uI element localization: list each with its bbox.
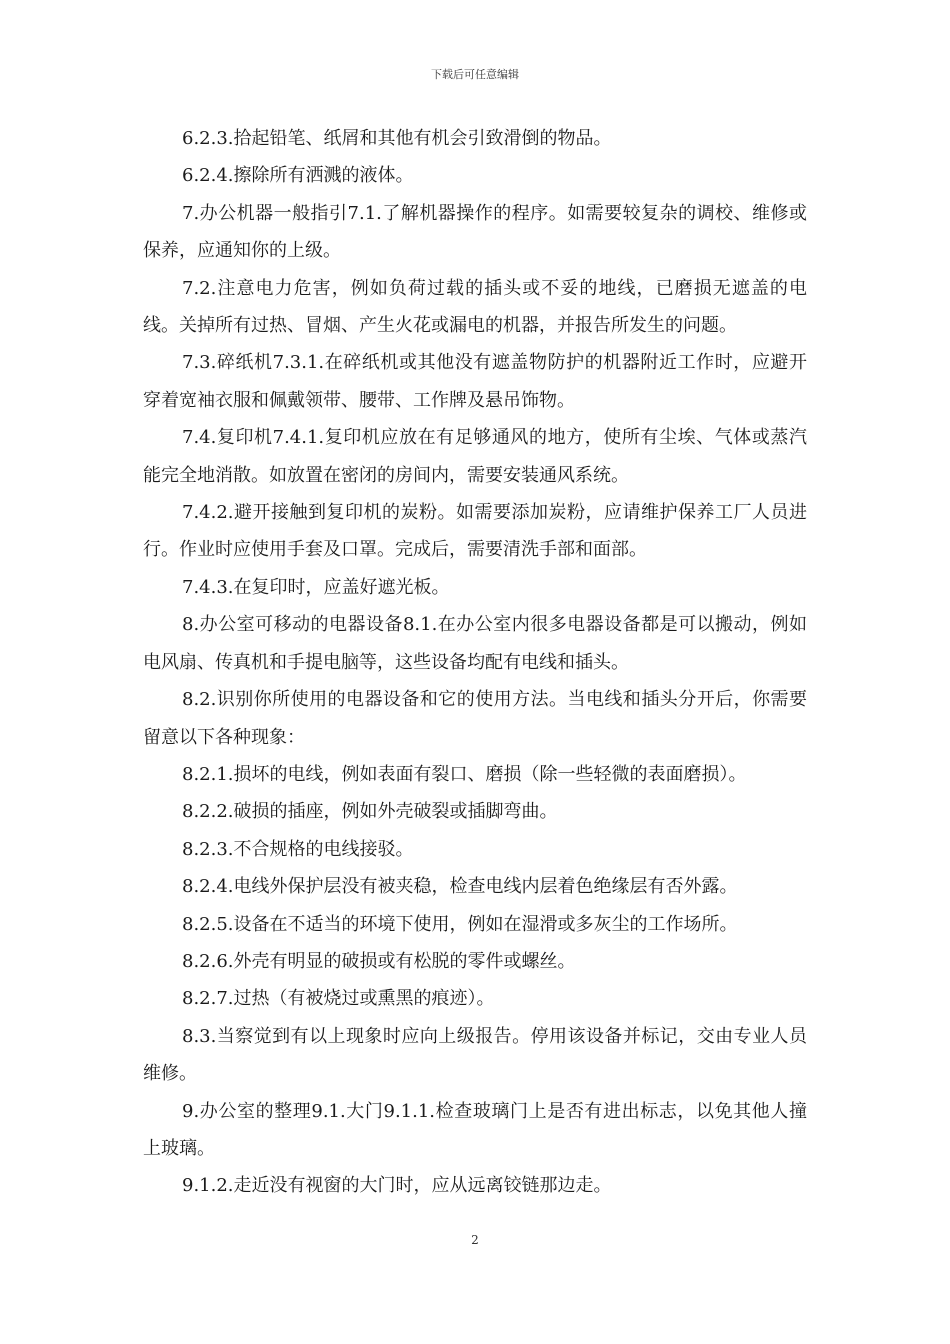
paragraph: 7.2.注意电力危害，例如负荷过载的插头或不妥的地线，已磨损无遮盖的电线。关掉所有过热、冒烟、产生火花或漏电的机器，并报告所发生的问题。 <box>143 277 807 337</box>
paragraph: 8.2.识别你所使用的电器设备和它的使用方法。当电线和插头分开后，你需要留意以下各种现象： <box>143 689 807 748</box>
page-header: 下载后可任意编辑 <box>431 68 519 81</box>
paragraph: 8.2.2.破损的插座，例如外壳破裂或插脚弯曲。 <box>182 801 558 823</box>
paragraph: 8.2.3.不合规格的电线接驳。 <box>182 838 414 860</box>
paragraph: 8.3.当察觉到有以上现象时应向上级报告。停用该设备并标记，交由专业人员维修。 <box>143 1025 807 1085</box>
paragraph: 8.2.7.过热（有被烧过或熏黑的痕迹）。 <box>182 988 495 1010</box>
paragraph: 6.2.3.拾起铅笔、纸屑和其他有机会引致滑倒的物品。 <box>182 128 612 149</box>
paragraph: 7.4.2.避开接触到复印机的炭粉。如需要添加炭粉，应请维护保养工厂人员进行。作业时应使用手套及口罩。完成后，需要清洗手部和面部。 <box>143 502 807 561</box>
paragraph: 7.办公机器一般指引7.1.了解机器操作的程序。如需要较复杂的调校、维修或保养，应通知你的上级。 <box>143 202 807 262</box>
paragraph: 8.2.6.外壳有明显的破损或有松脱的零件或螺丝。 <box>182 950 576 972</box>
paragraph: 7.3.碎纸机7.3.1.在碎纸机或其他没有遮盖物防护的机器附近工作时，应避开穿着宽袖衣服和佩戴领带、腰带、工作牌及悬吊饰物。 <box>143 352 807 411</box>
paragraph: 8.2.1.损坏的电线，例如表面有裂口、磨损（除一些轻微的表面磨损）。 <box>182 763 747 785</box>
paragraph: 8.2.5.设备在不适当的环境下使用，例如在湿滑或多灰尘的工作场所。 <box>182 913 738 935</box>
paragraph: 7.4.3.在复印时，应盖好遮光板。 <box>182 576 450 598</box>
paragraph: 7.4.复印机7.4.1.复印机应放在有足够通风的地方，使所有尘埃、气体或蒸汽能完全地消散。如放置在密闭的房间内，需要安装通风系统。 <box>143 427 807 486</box>
document-body <box>143 120 807 1205</box>
page-number: 2 <box>471 1233 479 1247</box>
paragraph: 8.办公室可移动的电器设备8.1.在办公室内很多电器设备都是可以搬动，例如电风扇、传真机和手提电脑等，这些设备均配有电线和插头。 <box>143 614 807 673</box>
paragraph: 6.2.4.擦除所有洒溅的液体。 <box>182 165 414 187</box>
paragraph: 8.2.4.电线外保护层没有被夹稳，检查电线内层着色绝缘层有否外露。 <box>182 876 738 898</box>
paragraph: 9.办公室的整理9.1.大门9.1.1.检查玻璃门上是否有进出标志，以免其他人撞上玻璃。 <box>143 1100 807 1159</box>
paragraph: 9.1.2.走近没有视窗的大门时，应从远离铰链那边走。 <box>182 1175 612 1197</box>
